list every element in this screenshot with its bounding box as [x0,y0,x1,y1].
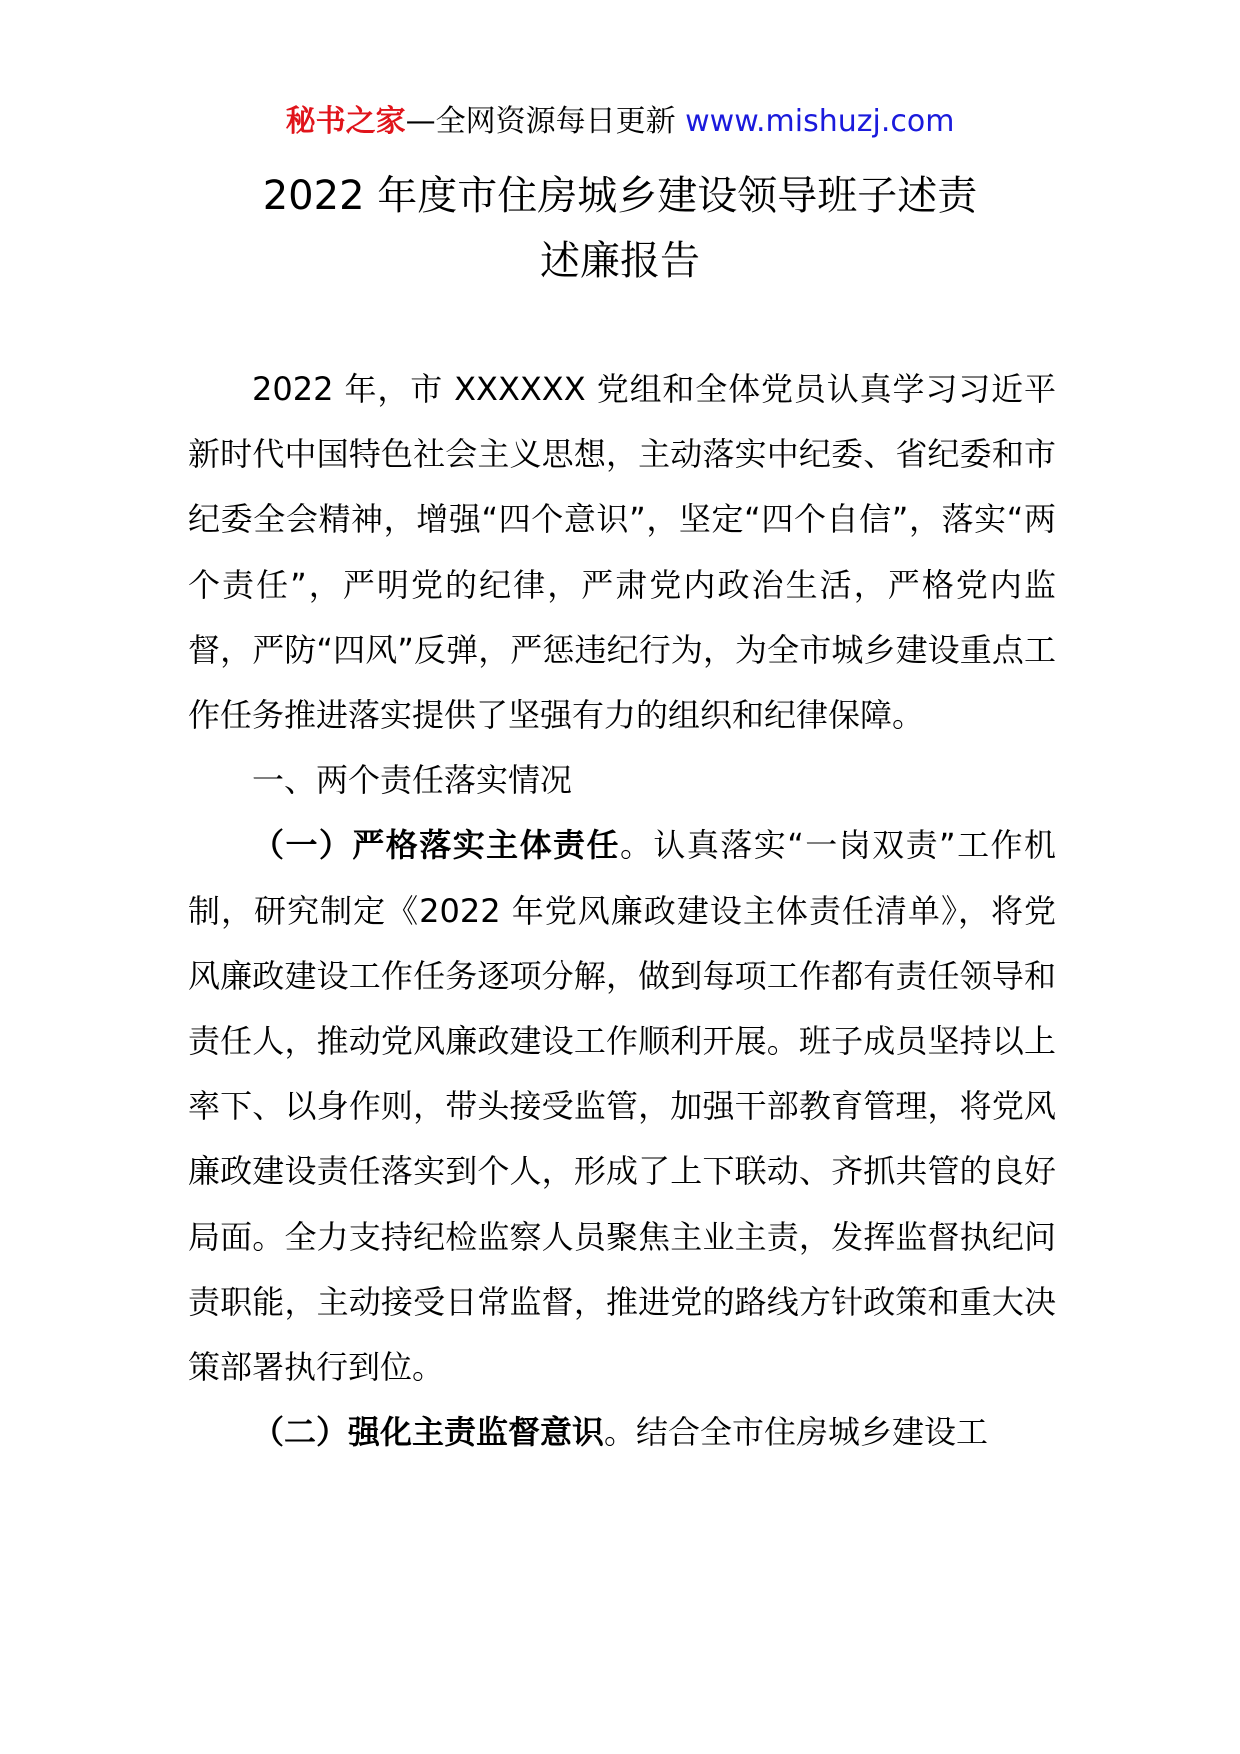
item-2-lead: （二）强化主责监督意识 [252,1413,605,1452]
banner-tagline: —全网资源每日更新 [405,104,676,139]
item-1-paragraph [188,813,1056,1400]
title-line-1: 2022 年度市住房城乡建设领导班子述责 [262,173,978,219]
brand-name: 秘书之家 [285,104,406,139]
item-2-paragraph [188,1400,1056,1465]
intro-paragraph: 2022 年，市 XXXXXX 党组和全体党员认真学习习近平新时代中国特色社会主义思想，主动落实中纪委、省纪委和市纪委全会精神，增强“四个意识”，坚定“四个自信”，落实“两个责任”，严明党的纪律，严肃党内政治生活，严格党内监督，严防“四风”反弹，严惩违纪行为，为全市城乡建设重点工作任务推进落实提供了坚强有力的组织和纪律保障。 [188,370,1056,735]
document-body [188,357,1056,1465]
document-title [0,164,1240,294]
item-1-body: 。认真落实“一岗双责”工作机制，研究制定《2022 年党风廉政建设主体责任清单》，将党风廉政建设工作任务逐项分解，做到每项工作都有责任领导和责任人，推动党风廉政建设工作顺利开展。班子成员坚持以上率下、以身作则，带头接受监管，加强干部教育管理，将党风廉政建设责任落实到个人，形成了上下联动、齐抓共管的良好局面。全力支持纪检监察人员聚焦主业主责，发挥监督执纪问责职能，主动接受日常监督，推进党的路线方针政策和重大决策部署执行到位。 [188,826,1056,1387]
item-1-lead: （一）严格落实主体责任 [252,826,620,865]
item-2-body: 。结合全市住房城乡建设工 [604,1413,989,1452]
section-heading-1: 一、两个责任落实情况 [252,761,573,800]
site-url-link[interactable]: www.mishuzj.com [685,104,955,139]
title-line-2: 述廉报告 [540,238,700,284]
site-banner [0,102,1240,142]
